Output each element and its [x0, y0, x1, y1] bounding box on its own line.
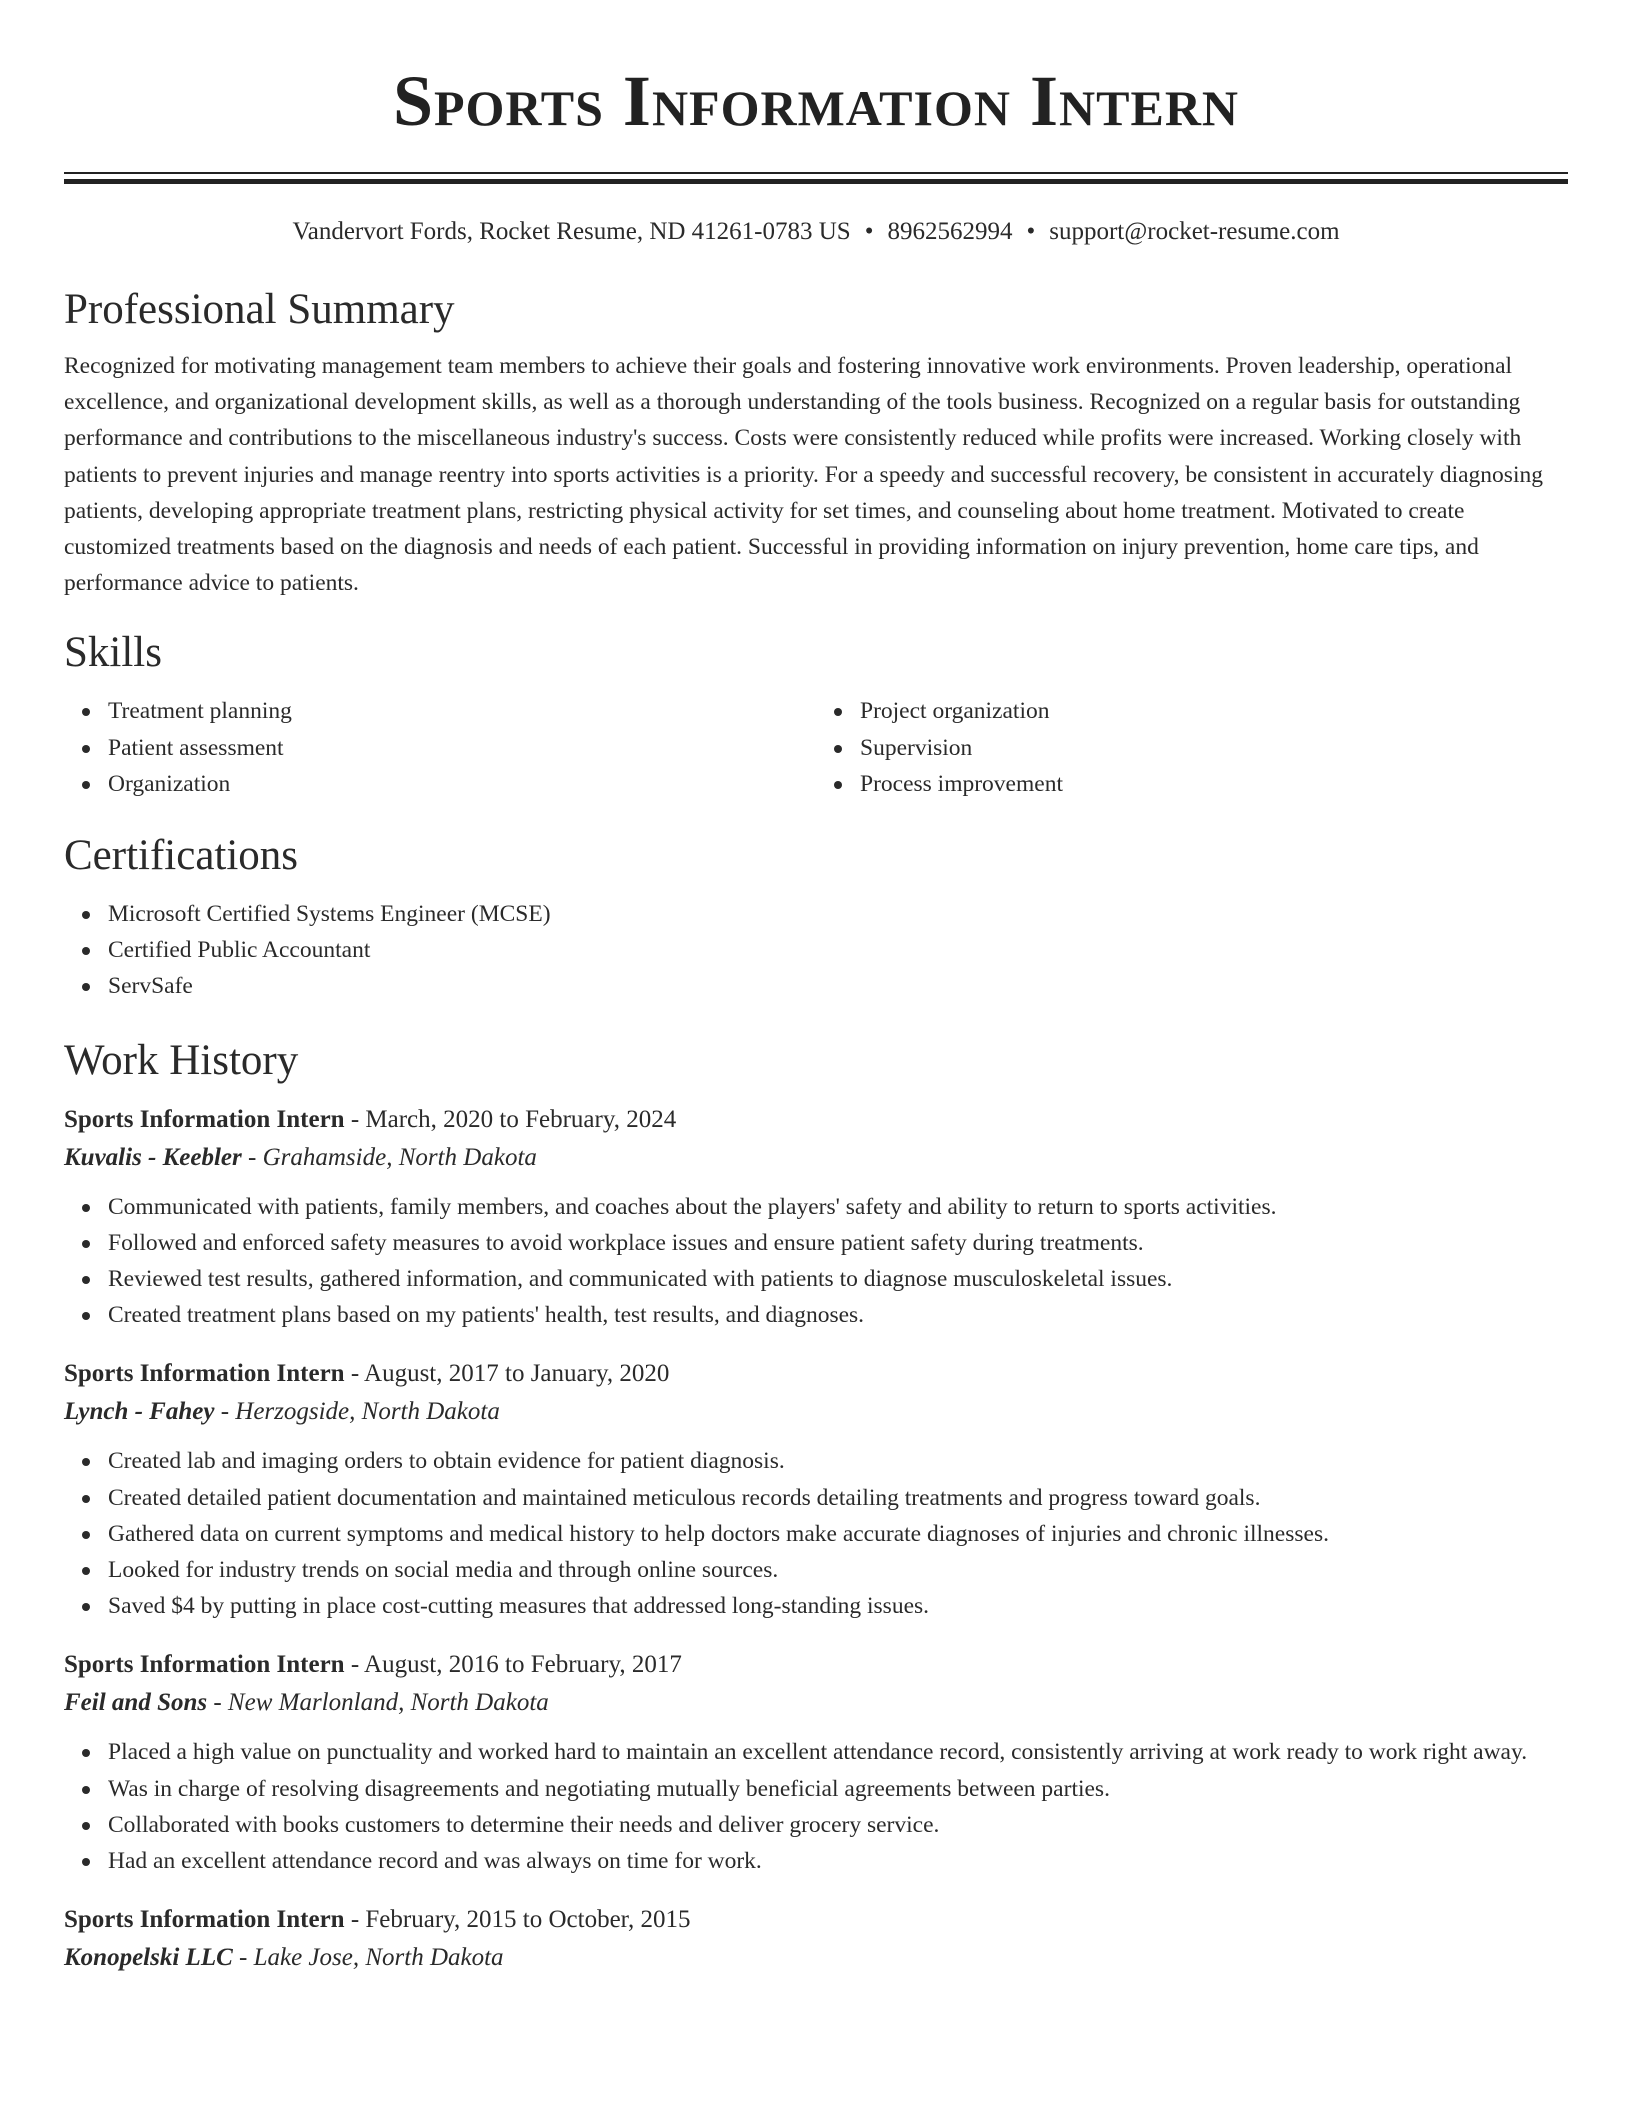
- certification-item: Certified Public Accountant: [108, 932, 1568, 968]
- certifications-list: [64, 896, 1568, 1005]
- skill-item: Supervision: [860, 730, 1568, 766]
- job-header: [64, 1901, 1568, 1939]
- job-dates: - August, 2017 to January, 2020: [344, 1360, 670, 1388]
- job-bullets: [64, 1189, 1568, 1334]
- skill-item: Patient assessment: [108, 730, 816, 766]
- certification-item: Microsoft Certified Systems Engineer (MCSE): [108, 896, 1568, 932]
- skill-item: Organization: [108, 766, 816, 802]
- job-dates: - February, 2015 to October, 2015: [344, 1906, 691, 1934]
- job-bullet: Was in charge of resolving disagreements and negotiating mutually beneficial agreements between parties.: [108, 1771, 1568, 1807]
- job-bullets: [64, 1443, 1568, 1624]
- job-bullet: Saved $4 by putting in place cost-cutting measures that addressed long-standing issues.: [108, 1588, 1568, 1624]
- job-company-line: [64, 1684, 1568, 1722]
- summary-section: [64, 284, 1568, 601]
- job-role: Sports Information Intern: [64, 1651, 345, 1679]
- job-company-line: [64, 1393, 1568, 1431]
- job-bullet: Reviewed test results, gathered information, and communicated with patients to diagnose musculoskeletal issues.: [108, 1261, 1568, 1297]
- job-company: Feil and Sons: [64, 1689, 208, 1717]
- job-entry: [64, 1101, 1568, 1334]
- job-dates: - March, 2020 to February, 2024: [344, 1105, 677, 1133]
- summary-heading: Professional Summary: [64, 286, 455, 333]
- job-role: Sports Information Intern: [64, 1105, 345, 1133]
- certification-item: ServSafe: [108, 968, 1568, 1004]
- job-bullet: Looked for industry trends on social media and through online sources.: [108, 1552, 1568, 1588]
- contact-line: [64, 214, 1568, 250]
- contact-address: Vandervort Fords, Rocket Resume, ND 41261-0783 US: [292, 218, 851, 245]
- certifications-heading: Certifications: [64, 832, 299, 880]
- job-company-line: [64, 1139, 1568, 1177]
- certifications-section: [64, 830, 1568, 1005]
- skills-list-right: [816, 693, 1568, 802]
- contact-separator: •: [1026, 218, 1036, 245]
- job-bullet: Created lab and imaging orders to obtain evidence for patient diagnosis.: [108, 1443, 1568, 1479]
- job-bullet: Created detailed patient documentation and maintained meticulous records detailing treatments and progress toward goals.: [108, 1480, 1568, 1516]
- resume-title: Sports Information Intern: [392, 61, 1240, 141]
- job-entry: [64, 1646, 1568, 1879]
- skill-item: Project organization: [860, 693, 1568, 729]
- contact-email: support@rocket-resume.com: [1049, 218, 1340, 245]
- job-company: Kuvalis - Keebler: [64, 1143, 242, 1171]
- job-bullet: Communicated with patients, family members, and coaches about the players' safety and ability to return to sports activities.: [108, 1189, 1568, 1225]
- job-bullet: Collaborated with books customers to determine their needs and deliver grocery service.: [108, 1807, 1568, 1843]
- job-role: Sports Information Intern: [64, 1906, 345, 1934]
- skill-item: Treatment planning: [108, 693, 816, 729]
- contact-phone: 8962562994: [887, 218, 1013, 245]
- job-bullet: Placed a high value on punctuality and worked hard to maintain an excellent attendance record, consistently arriving at work ready to work right away.: [108, 1734, 1568, 1770]
- job-company: Lynch - Fahey: [64, 1398, 215, 1426]
- title-divider: [64, 172, 1568, 184]
- job-bullet: Created treatment plans based on my patients' health, test results, and diagnoses.: [108, 1297, 1568, 1333]
- skills-heading: Skills: [64, 629, 162, 677]
- job-bullet: Gathered data on current symptoms and medical history to help doctors make accurate diagnoses of injuries and chronic illnesses.: [108, 1516, 1568, 1552]
- skill-item: Process improvement: [860, 766, 1568, 802]
- job-company-line: [64, 1939, 1568, 1977]
- job-bullet: Had an excellent attendance record and was always on time for work.: [108, 1843, 1568, 1879]
- job-bullets: [64, 1734, 1568, 1879]
- job-header: [64, 1355, 1568, 1393]
- job-bullet: Followed and enforced safety measures to avoid workplace issues and ensure patient safety during treatments.: [108, 1225, 1568, 1261]
- job-role: Sports Information Intern: [64, 1360, 345, 1388]
- job-header: [64, 1101, 1568, 1139]
- job-location: - Grahamside, North Dakota: [241, 1143, 537, 1171]
- job-entry: [64, 1355, 1568, 1624]
- job-location: - New Marlonland, North Dakota: [207, 1689, 549, 1717]
- job-location: - Herzogside, North Dakota: [214, 1398, 500, 1426]
- job-company: Konopelski LLC: [64, 1944, 233, 1972]
- contact-separator: •: [864, 218, 874, 245]
- summary-text: Recognized for motivating management team members to achieve their goals and fostering innovative work environments. Proven leadership, operational excellence, and organizational development skills, as well as a thorough understanding of the tools business. Recognized on a regular basis for outstanding performance and contributions to the miscellaneous industry's success. Costs were consistently reduced while profits were increased. Working closely with patients to prevent injuries and manage reentry into sports activities is a priority. For a speedy and successful recovery, be consistent in accurately diagnosing patients, developing appropriate treatment plans, restricting physical activity for set times, and counseling about home treatment. Motivated to create customized treatments based on the diagnosis and needs of each patient. Successful in providing information on injury prevention, home care tips, and performance advice to patients.: [64, 353, 1543, 597]
- job-entry: [64, 1901, 1568, 1977]
- job-dates: - August, 2016 to February, 2017: [344, 1651, 682, 1679]
- work-history-heading: Work History: [64, 1036, 299, 1084]
- skills-section: [64, 627, 1568, 802]
- work-history-section: [64, 1035, 1568, 1978]
- job-header: [64, 1646, 1568, 1684]
- skills-list-left: [64, 693, 816, 802]
- job-location: - Lake Jose, North Dakota: [232, 1944, 504, 1972]
- skills-columns: [64, 693, 1568, 802]
